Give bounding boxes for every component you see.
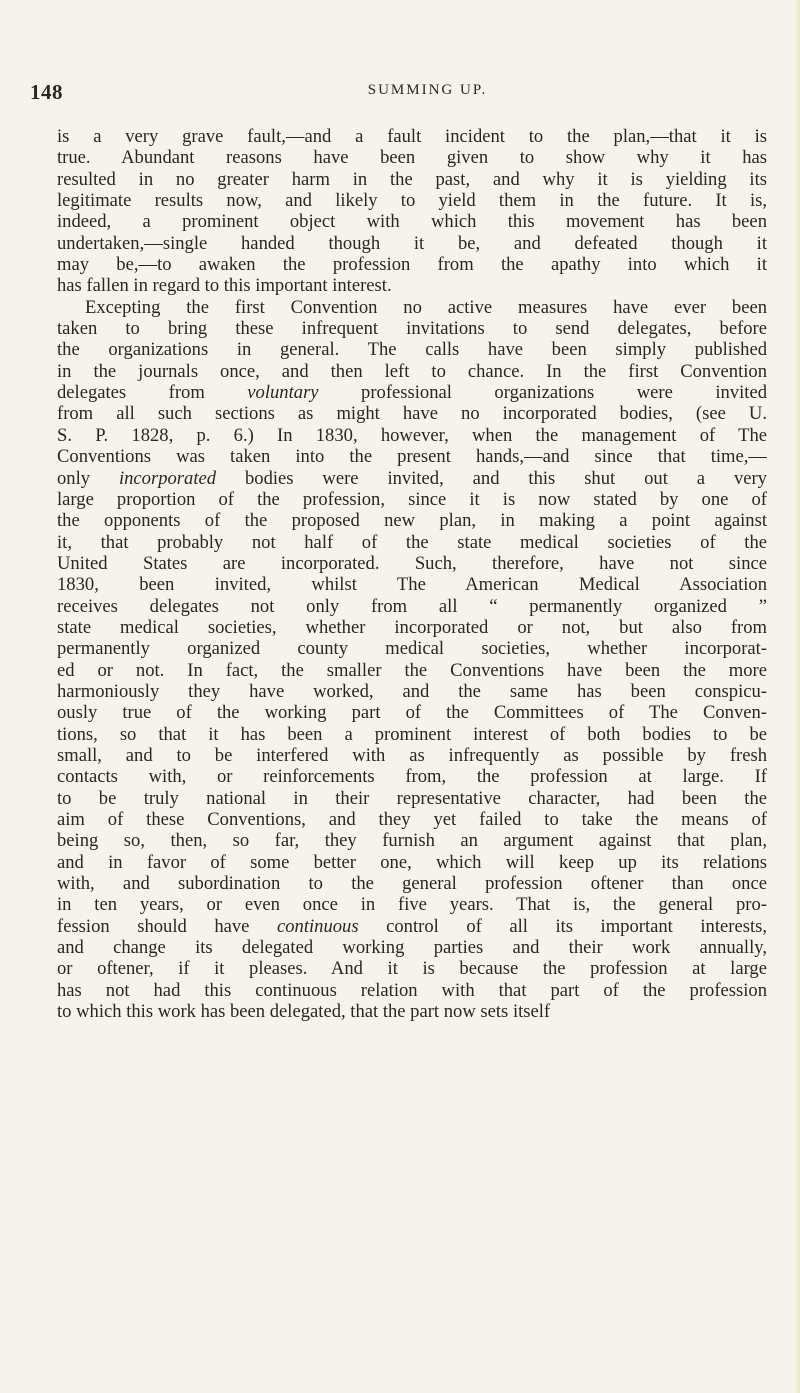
body-text	[57, 126, 767, 1022]
text-line: the opponents of the proposed new plan, in making a point against	[57, 510, 767, 532]
text-segment: fession should have	[57, 915, 277, 937]
text-line: being so, then, so far, they furnish an argument against that plan,	[57, 830, 767, 852]
text-line: Conventions was taken into the present hands,—and since that time,—	[57, 446, 767, 468]
text-line: contacts with, or reinforcements from, the profession at large. If	[57, 766, 767, 788]
text-line	[57, 916, 767, 937]
italic-word: voluntary	[247, 382, 319, 404]
page-edge-shading	[794, 0, 800, 1393]
text-line: tions, so that it has been a prominent interest of both bodies to be	[57, 723, 767, 745]
text-segment: delegates from	[57, 382, 248, 404]
text-line: has not had this continuous relation with that part of the profession	[57, 979, 767, 1001]
text-segment: bodies were invited, and this shut out a very	[216, 467, 767, 489]
text-line: permanently organized county medical societies, whether incorporat-	[57, 638, 767, 660]
text-line: small, and to be interfered with as infrequently as possible by fresh	[57, 744, 767, 766]
text-segment: control of all its important interests,	[358, 915, 767, 937]
text-line: receives delegates not only from all “ permanently organized ”	[57, 595, 767, 617]
text-line: with, and subordination to the general profession oftener than once	[57, 873, 767, 895]
text-line	[57, 468, 767, 489]
italic-word: incorporated	[118, 467, 217, 489]
text-line: from all such sections as might have no incorporated bodies, (see U.	[57, 403, 767, 425]
text-line: or oftener, if it pleases. And it is because the profession at large	[57, 958, 767, 980]
text-line: true. Abundant reasons have been given to show why it has	[57, 147, 767, 169]
text-line: 1830, been invited, whilst The American Medical Association	[57, 574, 767, 596]
text-line: taken to bring these infrequent invitations to send delegates, before	[57, 318, 767, 340]
text-line: resulted in no greater harm in the past, and why it is yielding its	[57, 168, 767, 190]
text-line: it, that probably not half of the state medical societies of the	[57, 531, 767, 553]
page-number: 148	[30, 80, 63, 104]
text-line: ously true of the working part of the Committees of The Conven-	[57, 702, 767, 724]
text-line: undertaken,—single handed though it be, and defeated though it	[57, 232, 767, 254]
text-line: may be,—to awaken the profession from the apathy into which it	[57, 254, 767, 276]
text-line	[57, 382, 767, 403]
text-line: aim of these Conventions, and they yet failed to take the means of	[57, 809, 767, 830]
text-segment: only	[57, 467, 119, 489]
text-line: state medical societies, whether incorporated or not, but also from	[57, 616, 767, 638]
text-line: has fallen in regard to this important interest.	[57, 275, 392, 297]
text-line: in ten years, or even once in five years. That is, the general pro-	[57, 894, 767, 916]
page-header	[30, 80, 770, 104]
text-line: the organizations in general. The calls have been simply published	[57, 339, 767, 361]
text-line: indeed, a prominent object with which this movement has been	[57, 211, 767, 233]
text-line: harmoniously they have worked, and the same has been conspicu-	[57, 680, 767, 702]
text-line: large proportion of the profession, since it is now stated by one of	[57, 488, 767, 510]
text-line: is a very grave fault,—and a fault incident to the plan,—that it is	[57, 126, 767, 147]
italic-word: continuous	[276, 915, 359, 937]
text-line: and change its delegated working parties and their work annually,	[57, 937, 767, 959]
text-line: ed or not. In fact, the smaller the Conventions have been the more	[57, 659, 767, 681]
text-line: and in favor of some better one, which will keep up its relations	[57, 851, 767, 873]
text-line: legitimate results now, and likely to yield them in the future. It is,	[57, 190, 767, 212]
text-line: to which this work has been delegated, that the part now sets itself	[57, 1001, 551, 1023]
text-line: United States are incorporated. Such, therefore, have not since	[57, 552, 767, 574]
text-line: Excepting the first Convention no active measures have ever been	[85, 296, 767, 318]
running-head: SUMMING UP.	[367, 82, 488, 98]
text-line: to be truly national in their representative character, had been the	[57, 787, 767, 809]
text-line: in the journals once, and then left to chance. In the first Convention	[57, 360, 767, 382]
text-line: S. P. 1828, p. 6.) In 1830, however, when the management of The	[57, 424, 767, 446]
text-segment: professional organizations were invited	[318, 382, 767, 404]
